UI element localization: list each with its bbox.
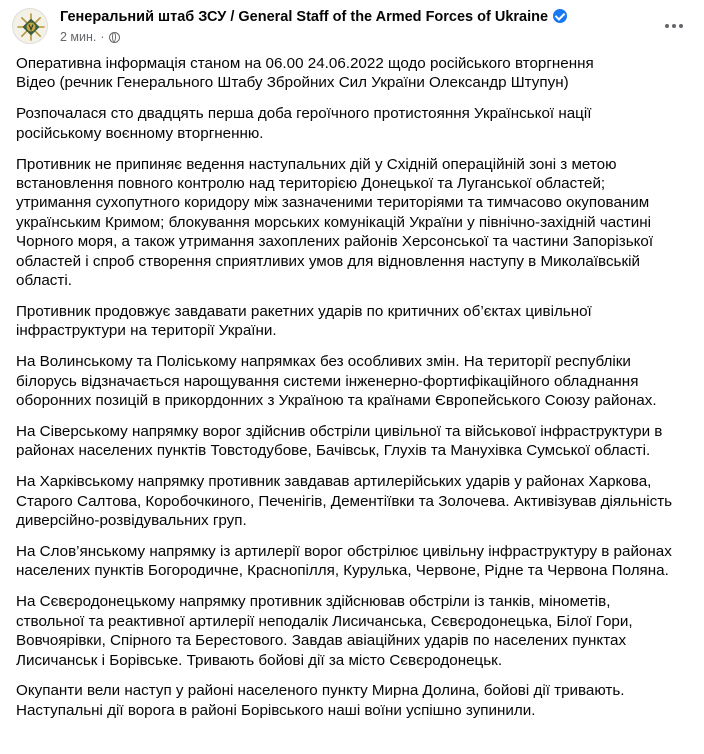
verified-badge-icon	[553, 9, 567, 23]
post-paragraph: Противник продовжує завдавати ракетних ударів по критичних об’єктах цивільної інфраструктури на території України.	[16, 302, 592, 340]
page-name-text[interactable]: Генеральний штаб ЗСУ / General Staff of the Armed Forces of Ukraine	[60, 9, 549, 25]
post-paragraph: На Харківському напрямку противник завдавав артилерійських ударів у районах Харкова, Старого Салтова, Коробочкиного, Печенігів, Дементіївки та Золочева. Активізував діяльність диверсійно-розвідувальних груп.	[16, 473, 673, 530]
post-header	[8, 6, 696, 46]
post-paragraph: Окупанти вели наступ у районі населеного пункту Мирна Долина, бойові дії тривають. Наступальні дії ворога в районі Борівського наші воїни успішно зупинили.	[16, 682, 625, 719]
post-paragraph: На Слов’янському напрямку із артилерії ворог обстрілює цивільну інфраструктуру в районах населених пунктів Богородичне, Краснопілля, Курулька, Червоне, Рідне та Червона Поляна.	[16, 543, 672, 580]
post-paragraph: На Сіверському напрямку ворог здійснив обстріли цивільної та військової інфраструктури в районах населених пунктів Товстодубове, Бачівськ, Глухів та Манухівка Сумської області.	[16, 423, 663, 460]
post-body	[16, 54, 696, 732]
post-paragraph: Противник не припиняє ведення наступальних дій у Східній операційній зоні з метою встановлення повного контролю над територією Донецької та Луганської областей; утримання сухопутного коридору між зазначеними територіями та тимчасово окупованим українським Кримом; блокування морських комунікацій України у північно-західній частині Чорного моря, а також утримання захоплених районів Херсонської та частини Запорізької областей і спроб створення сприятливих умов для відновлення наступу в Миколаївській області.	[16, 155, 654, 290]
emblem-icon	[13, 9, 48, 44]
more-dot-icon	[679, 24, 683, 28]
more-options-button[interactable]	[658, 10, 690, 42]
more-dot-icon	[665, 24, 669, 28]
more-dot-icon	[672, 24, 676, 28]
page-name-link[interactable]	[60, 8, 567, 26]
post-paragraph: На Волинському та Поліському напрямках без особливих змін. На території республіки білорусь відзначається нарощування системи інженерно-фортифікаційного обладнання оборонних позицій в прикордонних з Україною та країнами Європейського Союзу районах.	[16, 353, 657, 410]
post-meta	[60, 29, 120, 45]
page-avatar[interactable]	[12, 8, 48, 44]
meta-separator: ·	[100, 30, 105, 44]
post-paragraph: На Сєвєродонецькому напрямку противник здійснював обстріли із танків, мінометів, ствольної та реактивної артилерії неподалік Лисичанська, Сєвєродонецька, Білої Гори, Вовчоярівки, Спірного та Берестового. Завдав авіаційних ударів по населених пунктах Лисичанськ і Борівське. Тривають бойові дії за місто Сєвєродонецьк.	[16, 593, 633, 669]
globe-icon[interactable]	[109, 32, 120, 43]
post-paragraph: Розпочалася сто двадцять перша доба героїчного протистояння Української нації російському воєнному вторгненню.	[16, 105, 592, 142]
post-paragraph: Оперативна інформація станом на 06.00 24.06.2022 щодо російського вторгнення Відео (речник Генерального Штабу Збройних Сил України Олександр Штупун)	[16, 55, 594, 92]
post-timestamp[interactable]: 2 мин.	[60, 30, 97, 44]
